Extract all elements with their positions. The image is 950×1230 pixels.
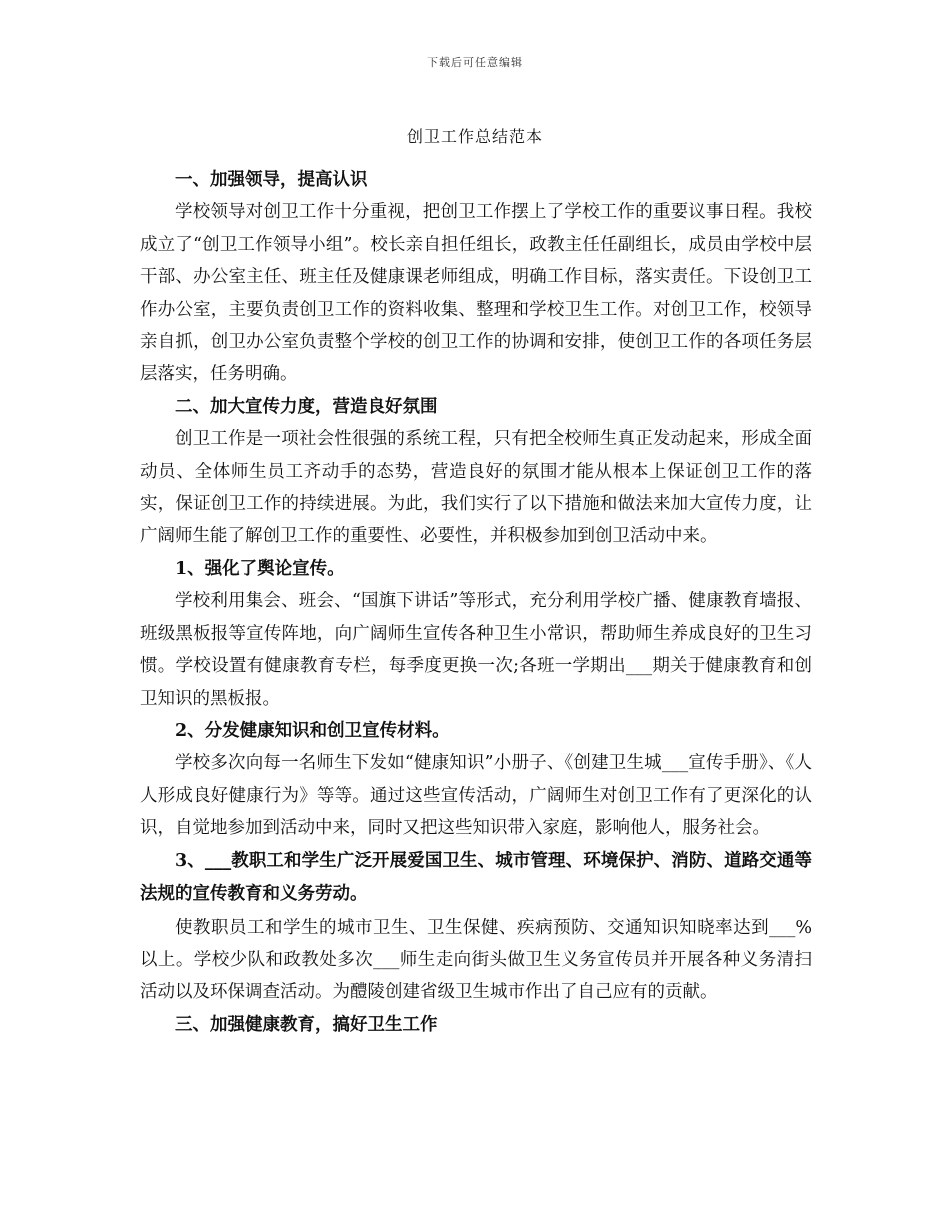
paragraph: 学校利用集会、班会、“国旗下讲话”等形式，充分利用学校广播、健康教育墙报、班级黑板报等宣传阵地，向广阔师生宣传各种卫生小常识，帮助师生养成良好的卫生习惯。学校设置有健康教育专栏，每季度更换一次;各班一学期出___期关于健康教育和创卫知识的黑板报。 — [140, 591, 812, 709]
header-note: 下载后可任意编辑 — [427, 56, 523, 69]
paragraph: 学校多次向每一名师生下发如“健康知识”小册子、《创建卫生城___宣传手册》、《人人形成良好健康行为》等等。通过这些宣传活动，广阔师生对创卫工作有了更深化的认识，自觉地参加到活动中来，同时又把这些知识带入家庭，影响他人，服务社会。 — [140, 753, 812, 839]
paragraph: 学校领导对创卫工作十分重视，把创卫工作摆上了学校工作的重要议事日程。我校成立了“创卫工作领导小组”。校长亲自担任组长，政教主任任副组长，成员由学校中层干部、办公室主任、班主任及健康课老师组成，明确工作目标，落实责任。下设创卫工作办公室，主要负责创卫工作的资料收集、整理和学校卫生工作。对创卫工作，校领导亲自抓，创卫办公室负责整个学校的创卫工作的协调和安排，使创卫工作的各项任务层层落实，任务明确。 — [140, 202, 812, 385]
subsection-heading-3: 3、___教职工和学生广泛开展爱国卫生、城市管理、环境保护、消防、道路交通等法规的宣传教育和义务劳动。 — [140, 850, 812, 905]
paragraph: 使教职员工和学生的城市卫生、卫生保健、疾病预防、交通知识知晓率达到___%以上。学校少队和政教处多次___师生走向街头做卫生义务宣传员并开展各种义务清扫活动以及环保调查活动。为醴陵创建省级卫生城市作出了自己应有的贡献。 — [140, 917, 812, 1003]
subsection-heading-1: 1、强化了舆论宣传。 — [175, 558, 345, 579]
document-body — [140, 164, 812, 1041]
section-heading-1: 一、加强领导，提高认识 — [175, 170, 368, 190]
document-title: 创卫工作总结范本 — [406, 127, 543, 146]
section-heading-2: 二、加大宣传力度，营造良好氛围 — [175, 396, 438, 417]
section-heading-3: 三、加强健康教育，搞好卫生工作 — [175, 1014, 438, 1035]
subsection-heading-2: 2、分发健康知识和创卫宣传材料。 — [175, 720, 450, 741]
paragraph: 创卫工作是一项社会性很强的系统工程，只有把全校师生真正发动起来，形成全面动员、全体师生员工齐动手的态势，营造良好的氛围才能从根本上保证创卫工作的落实，保证创卫工作的持续进展。为此，我们实行了以下措施和做法来加大宣传力度，让广阔师生能了解创卫工作的重要性、必要性，并积极参加到创卫活动中来。 — [140, 429, 812, 547]
